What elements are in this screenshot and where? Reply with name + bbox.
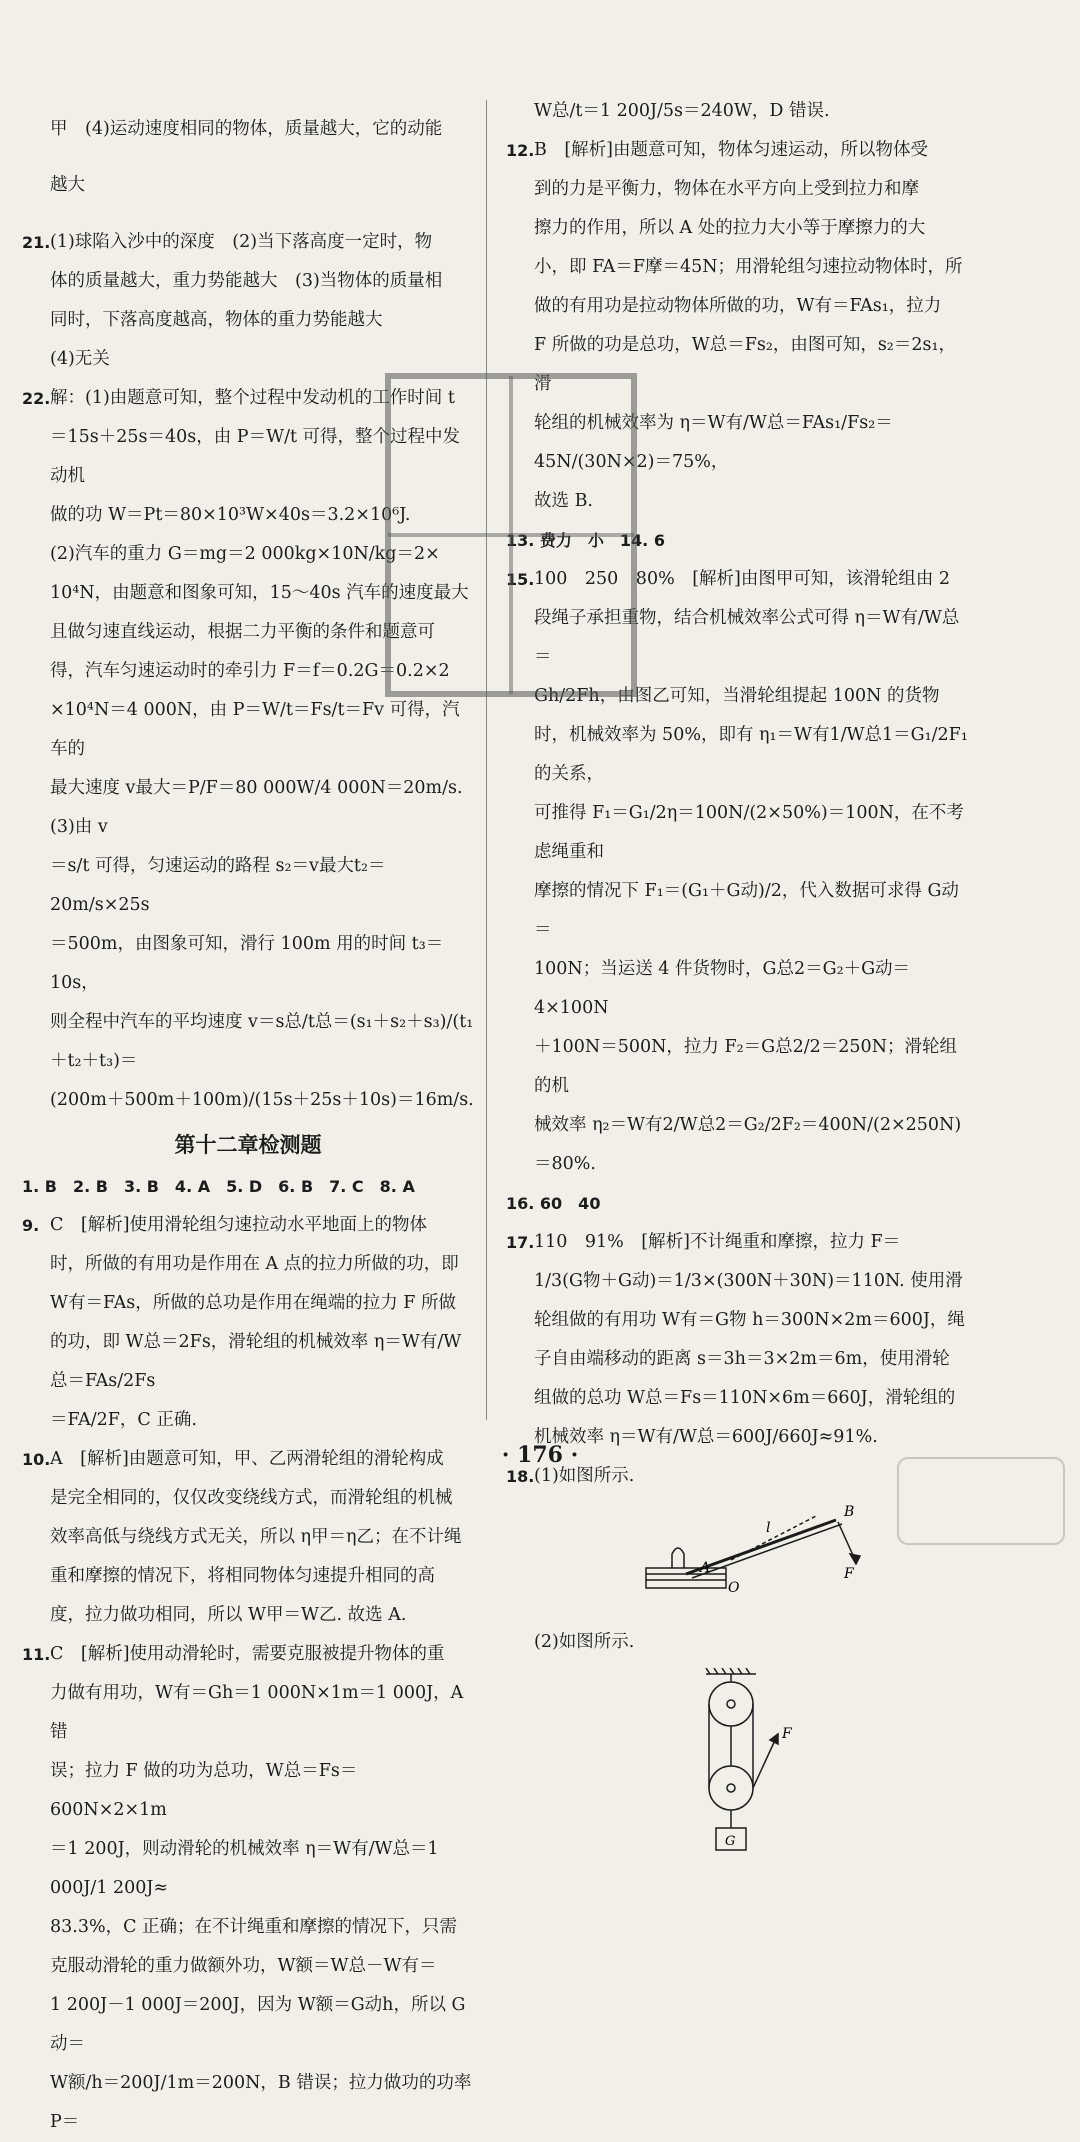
text-line: 做的功 W＝Pt＝80×10³W×40s＝3.2×10⁶J.	[50, 504, 411, 525]
label-G: G	[725, 1834, 736, 1849]
text-line: 100N；当运送 4 件货物时，G总2＝G₂＋G动＝4×100N	[534, 959, 911, 1018]
question-11	[22, 1635, 474, 2142]
text-line: (4)无关	[50, 348, 110, 369]
question-number: 9.	[22, 1215, 40, 1235]
text-line: 110 91% [解析]不计绳重和摩擦，拉力 F＝	[534, 1232, 901, 1252]
text-line: 可推得 F₁＝G₁/2η＝100N/(2×50%)＝100N，在不考虑绳重和	[534, 803, 964, 862]
question-15	[506, 560, 972, 1184]
text-line: 擦力的作用，所以 A 处的拉力大小等于摩擦力的大	[534, 218, 926, 238]
text-line: ＝15s＋25s＝40s，由 P＝W/t 可得，整个过程中发动机	[50, 426, 461, 486]
text-line: 重和摩擦的情况下，将相同物体匀速提升相同的高	[50, 1565, 435, 1586]
text-line: W有＝FAs，所做的总功是作用在绳端的拉力 F 所做	[50, 1292, 456, 1313]
answer-16: 16. 60 40	[506, 1194, 601, 1213]
page-number: · 176 ·	[501, 1442, 579, 1468]
lever-diagram	[626, 1502, 866, 1602]
text-line: 甲 (4)运动速度相同的物体，质量越大，它的动能	[50, 118, 443, 139]
text-line: B [解析]由题意可知，物体匀速运动，所以物体受	[534, 140, 929, 160]
text-line: 1/3(G物＋G动)＝1/3×(300N＋30N)＝110N. 使用滑	[534, 1271, 963, 1291]
text-line: F 所做的功是总功，W总＝Fs₂，由图可知，s₂＝2s₁，滑	[534, 335, 956, 394]
section-title: 第十二章检测题	[174, 1132, 322, 1157]
text-line: 是完全相同的，仅仅改变绕线方式，而滑轮组的机械	[50, 1487, 453, 1508]
label-O: O	[728, 1580, 740, 1596]
left-column	[22, 92, 481, 2142]
question-9	[22, 1206, 474, 1440]
text-line: 则全程中汽车的平均速度 v＝s总/t总＝(s₁＋s₂＋s₃)/(t₁＋t₂＋t₃)＝	[50, 1011, 474, 1071]
text-line: A [解析]由题意可知，甲、乙两滑轮组的滑轮构成	[50, 1448, 444, 1469]
text-line: W额/h＝200J/1m＝200N，B 错误；拉力做功的功率 P＝	[50, 2072, 472, 2132]
text-line: 体的质量越大，重力势能越大 (3)当物体的质量相	[50, 270, 443, 291]
label-A: A	[700, 1560, 711, 1576]
text-line: 到的力是平衡力，物体在水平方向上受到拉力和摩	[534, 179, 919, 199]
q20-continuation	[22, 110, 474, 206]
question-number: 10.	[22, 1449, 51, 1469]
text-line: 1 200J－1 000J＝200J，因为 W额＝G动h，所以 G动＝	[50, 1994, 466, 2054]
text-line: ＝1 200J，则动滑轮的机械效率 η＝W有/W总＝1 000J/1 200J≈	[50, 1838, 439, 1898]
text-line: C [解析]使用动滑轮时，需要克服被提升物体的重	[50, 1643, 445, 1664]
question-22	[22, 379, 481, 1120]
question-number: 11.	[22, 1644, 51, 1664]
text-line: ＝s/t 可得，匀速运动的路程 s₂＝v最大t₂＝20m/s×25s	[50, 855, 386, 915]
text-line: 效率高低与绕线方式无关，所以 η甲＝η乙；在不计绳	[50, 1526, 462, 1547]
question-number: 17.	[506, 1233, 535, 1252]
text-line: 越大	[50, 175, 85, 195]
question-10	[22, 1440, 474, 1635]
fixed-pulley	[709, 1682, 753, 1726]
text-line: 的功，即 W总＝2Fs，滑轮组的机械效率 η＝W有/W总＝FAs/2Fs	[50, 1331, 462, 1391]
answers-13-14: 13. 费力 小 14. 6	[506, 531, 665, 550]
text-line: 子自由端移动的距离 s＝3h＝3×2m＝6m，使用滑轮	[534, 1349, 950, 1369]
text-line: 组做的总功 W总＝Fs＝110N×6m＝660J，滑轮组的	[534, 1388, 956, 1408]
right-column	[506, 92, 972, 1889]
question-number: 12.	[506, 141, 535, 160]
text-line: 度，拉力做功相同，所以 W甲＝W乙. 故选 A.	[50, 1604, 407, 1625]
text-line: 段绳子承担重物，结合机械效率公式可得 η＝W有/W总＝	[534, 608, 960, 667]
text-line: ＋100N＝500N，拉力 F₂＝G总2/2＝250N；滑轮组的机	[534, 1037, 958, 1096]
text-line: ＝FA/2F，C 正确.	[50, 1409, 197, 1430]
watermark-logo	[896, 1456, 1066, 1546]
text-line: 时，所做的有用功是作用在 A 点的拉力所做的功，即	[50, 1253, 459, 1274]
question-17	[506, 1223, 972, 1457]
text-line: C [解析]使用滑轮组匀速拉动水平地面上的物体	[50, 1214, 428, 1235]
question-number: 21.	[22, 232, 51, 252]
text-line: 误；拉力 F 做的功为总功，W总＝Fs＝600N×2×1m	[50, 1760, 358, 1820]
text-line: (1)如图所示.	[534, 1466, 635, 1486]
text-line: 10⁴N，由题意和图象可知，15～40s 汽车的速度最大	[50, 582, 469, 603]
text-line: 克服动滑轮的重力做额外功，W额＝W总－W有＝	[50, 1955, 437, 1976]
text-line: 得，汽车匀速运动时的牵引力 F＝f＝0.2G＝0.2×2	[50, 660, 450, 681]
multiple-choice-answers: 1. B 2. B 3. B 4. A 5. D 6. B 7. C 8. A	[22, 1176, 415, 1196]
q11-continuation: W总/t＝1 200J/5s＝240W，D 错误.	[534, 101, 830, 121]
question-number: 18.	[506, 1467, 535, 1486]
text-line: (1)球陷入沙中的深度 (2)当下落高度一定时，物	[50, 231, 433, 252]
text-line: 轮组做的有用功 W有＝G物 h＝300N×2m＝600J，绳	[534, 1310, 965, 1330]
label-F: F	[782, 1726, 792, 1742]
force-arrow	[850, 1554, 860, 1564]
text-line: 100 250 80% [解析]由图甲可知，该滑轮组由 2	[534, 569, 951, 589]
question-12	[506, 131, 972, 521]
text-line: ＝500m，由图象可知，滑行 100m 用的时间 t₃＝10s，	[50, 933, 444, 993]
label-B: B	[844, 1504, 855, 1520]
text-line: 83.3%，C 正确；在不计绳重和摩擦的情况下，只需	[50, 1916, 458, 1937]
text-line: 时，机械效率为 50%，即有 η₁＝W有1/W总1＝G₁/2F₁ 的关系，	[534, 725, 968, 784]
text-line: 械效率 η₂＝W有2/W总2＝G₂/2F₂＝400N/(2×250N)＝80%.	[534, 1115, 962, 1174]
rail-head	[672, 1548, 684, 1568]
question-21	[22, 223, 474, 379]
text-line: 机械效率 η＝W有/W总＝600J/660J≈91%.	[534, 1427, 878, 1447]
q18-part2: (2)如图所示.	[534, 1632, 635, 1652]
text-line: 最大速度 v最大＝P/F＝80 000W/4 000N＝20m/s. (3)由 v	[50, 777, 481, 837]
text-line: 故选 B.	[534, 491, 593, 511]
text-line: ×10⁴N＝4 000N，由 P＝W/t＝Fs/t＝Fv 可得，汽车的	[50, 699, 460, 759]
text-line: 小，即 FA＝F摩＝45N；用滑轮组匀速拉动物体时，所	[534, 257, 963, 277]
text-line: Gh/2Fh，由图乙可知，当滑轮组提起 100N 的货物	[534, 686, 940, 706]
text-line: 摩擦的情况下 F₁＝(G₁＋G动)/2，代入数据可求得 G动＝	[534, 881, 959, 940]
label-F: F	[844, 1566, 854, 1582]
text-line: 且做匀速直线运动，根据二力平衡的条件和题意可	[50, 621, 435, 642]
text-line: 力做有用功，W有＝Gh＝1 000N×1m＝1 000J，A 错	[50, 1682, 464, 1742]
question-number: 22.	[22, 388, 51, 408]
label-l: l	[766, 1520, 771, 1536]
text-line: (200m＋500m＋100m)/(15s＋25s＋10s)＝16m/s.	[50, 1089, 474, 1110]
column-divider	[486, 100, 487, 1420]
text-line: 做的有用功是拉动物体所做的功，W有＝FAs₁，拉力	[534, 296, 942, 316]
text-line: (2)汽车的重力 G＝mg＝2 000kg×10N/kg＝2×	[50, 543, 440, 564]
question-number: 15.	[506, 570, 535, 589]
rail-base	[646, 1568, 726, 1588]
text-line: 轮组的机械效率为 η＝W有/W总＝FAs₁/Fs₂＝45N/(30N×2)＝75%，	[534, 413, 893, 472]
movable-pulley	[709, 1766, 753, 1810]
rope-free-end	[753, 1738, 776, 1788]
pulley-diagram	[696, 1668, 896, 1868]
text-line: 解：(1)由题意可知，整个过程中发动机的工作时间 t	[50, 387, 455, 408]
text-line: 同时，下落高度越高，物体的重力势能越大	[50, 309, 383, 330]
